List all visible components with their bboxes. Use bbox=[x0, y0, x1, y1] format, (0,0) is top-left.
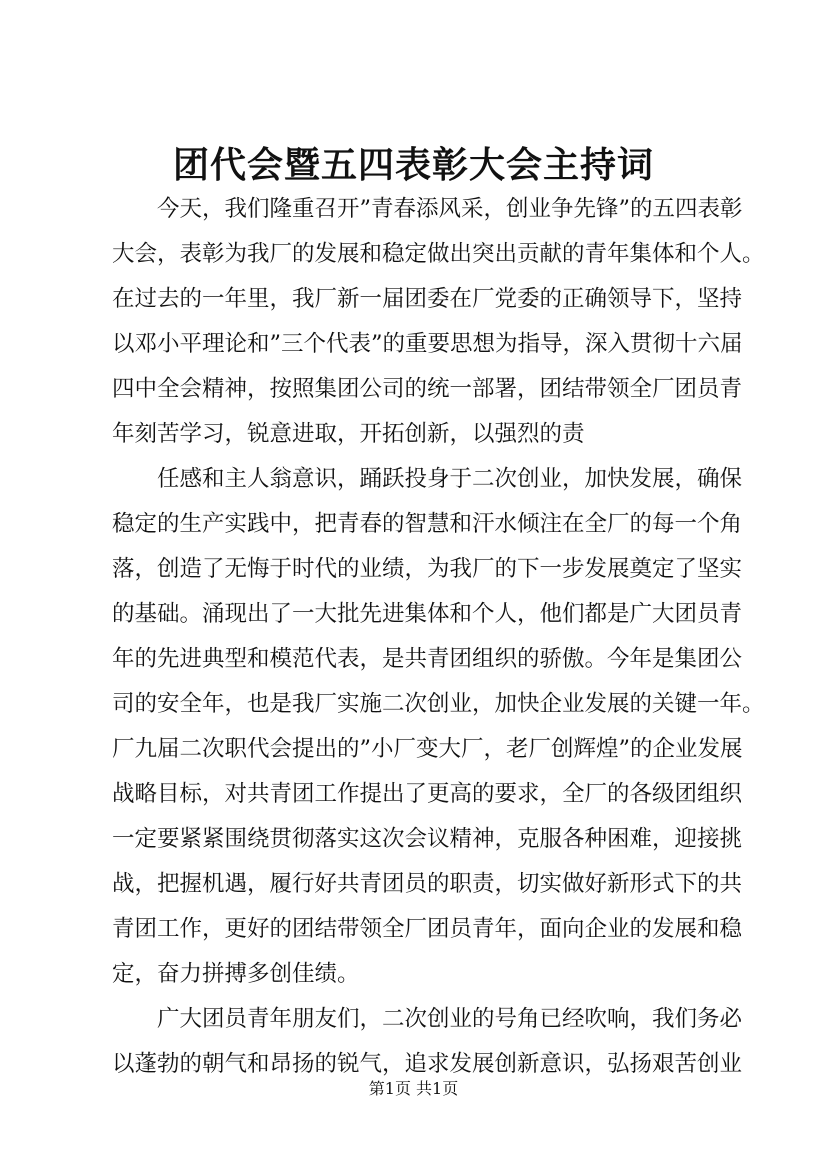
document-title: 团代会暨五四表彰大会主持词 bbox=[172, 144, 654, 186]
paragraph-line: 大会，表彰为我厂的发展和稳定做出突出贡献的青年集体和个人。 bbox=[112, 241, 765, 267]
paragraph-line: 今天，我们隆重召开”青春添风采，创业争先锋”的五四表彰 bbox=[157, 196, 743, 222]
paragraph-line: 青团工作，更好的团结带领全厂团员青年，面向企业的发展和稳 bbox=[112, 916, 743, 942]
paragraph-line: 任感和主人翁意识，踊跃投身于二次创业，加快发展，确保 bbox=[157, 466, 743, 492]
paragraph-line: 落，创造了无悔于时代的业绩，为我厂的下一步发展奠定了坚实 bbox=[112, 556, 743, 582]
paragraph-line: 以邓小平理论和”三个代表”的重要思想为指导，深入贯彻十六届 bbox=[112, 331, 743, 357]
paragraph-line: 战，把握机遇，履行好共青团员的职责，切实做好新形式下的共 bbox=[112, 871, 743, 897]
paragraph-line: 定，奋力拼搏多创佳绩。 bbox=[112, 961, 360, 987]
paragraph-line: 年的先进典型和模范代表，是共青团组织的骄傲。今年是集团公 bbox=[112, 646, 743, 672]
paragraph-line: 战略目标，对共青团工作提出了更高的要求，全厂的各级团组织 bbox=[112, 781, 743, 807]
paragraph-line: 厂九届二次职代会提出的”小厂变大厂，老厂创辉煌”的企业发展 bbox=[112, 736, 743, 762]
paragraph-line: 一定要紧紧围绕贯彻落实这次会议精神，克服各种困难，迎接挑 bbox=[112, 826, 743, 852]
page-footer: 第1页 共1页 bbox=[368, 1079, 459, 1098]
paragraph-line: 稳定的生产实践中，把青春的智慧和汗水倾注在全厂的每一个角 bbox=[112, 511, 743, 537]
paragraph-line: 司的安全年，也是我厂实施二次创业，加快企业发展的关键一年。 bbox=[112, 691, 765, 717]
paragraph-line: 以蓬勃的朝气和昂扬的锐气，追求发展创新意识，弘扬艰苦创业 bbox=[112, 1051, 743, 1077]
paragraph-line: 广大团员青年朋友们，二次创业的号角已经吹响，我们务必 bbox=[157, 1006, 743, 1032]
paragraph-line: 在过去的一年里，我厂新一届团委在厂党委的正确领导下，坚持 bbox=[112, 286, 743, 312]
paragraph-line: 四中全会精神，按照集团公司的统一部署，团结带领全厂团员青 bbox=[112, 376, 743, 402]
paragraph-line: 年刻苦学习，锐意进取，开拓创新，以强烈的责 bbox=[112, 421, 585, 447]
paragraph-line: 的基础。涌现出了一大批先进集体和个人，他们都是广大团员青 bbox=[112, 601, 743, 627]
